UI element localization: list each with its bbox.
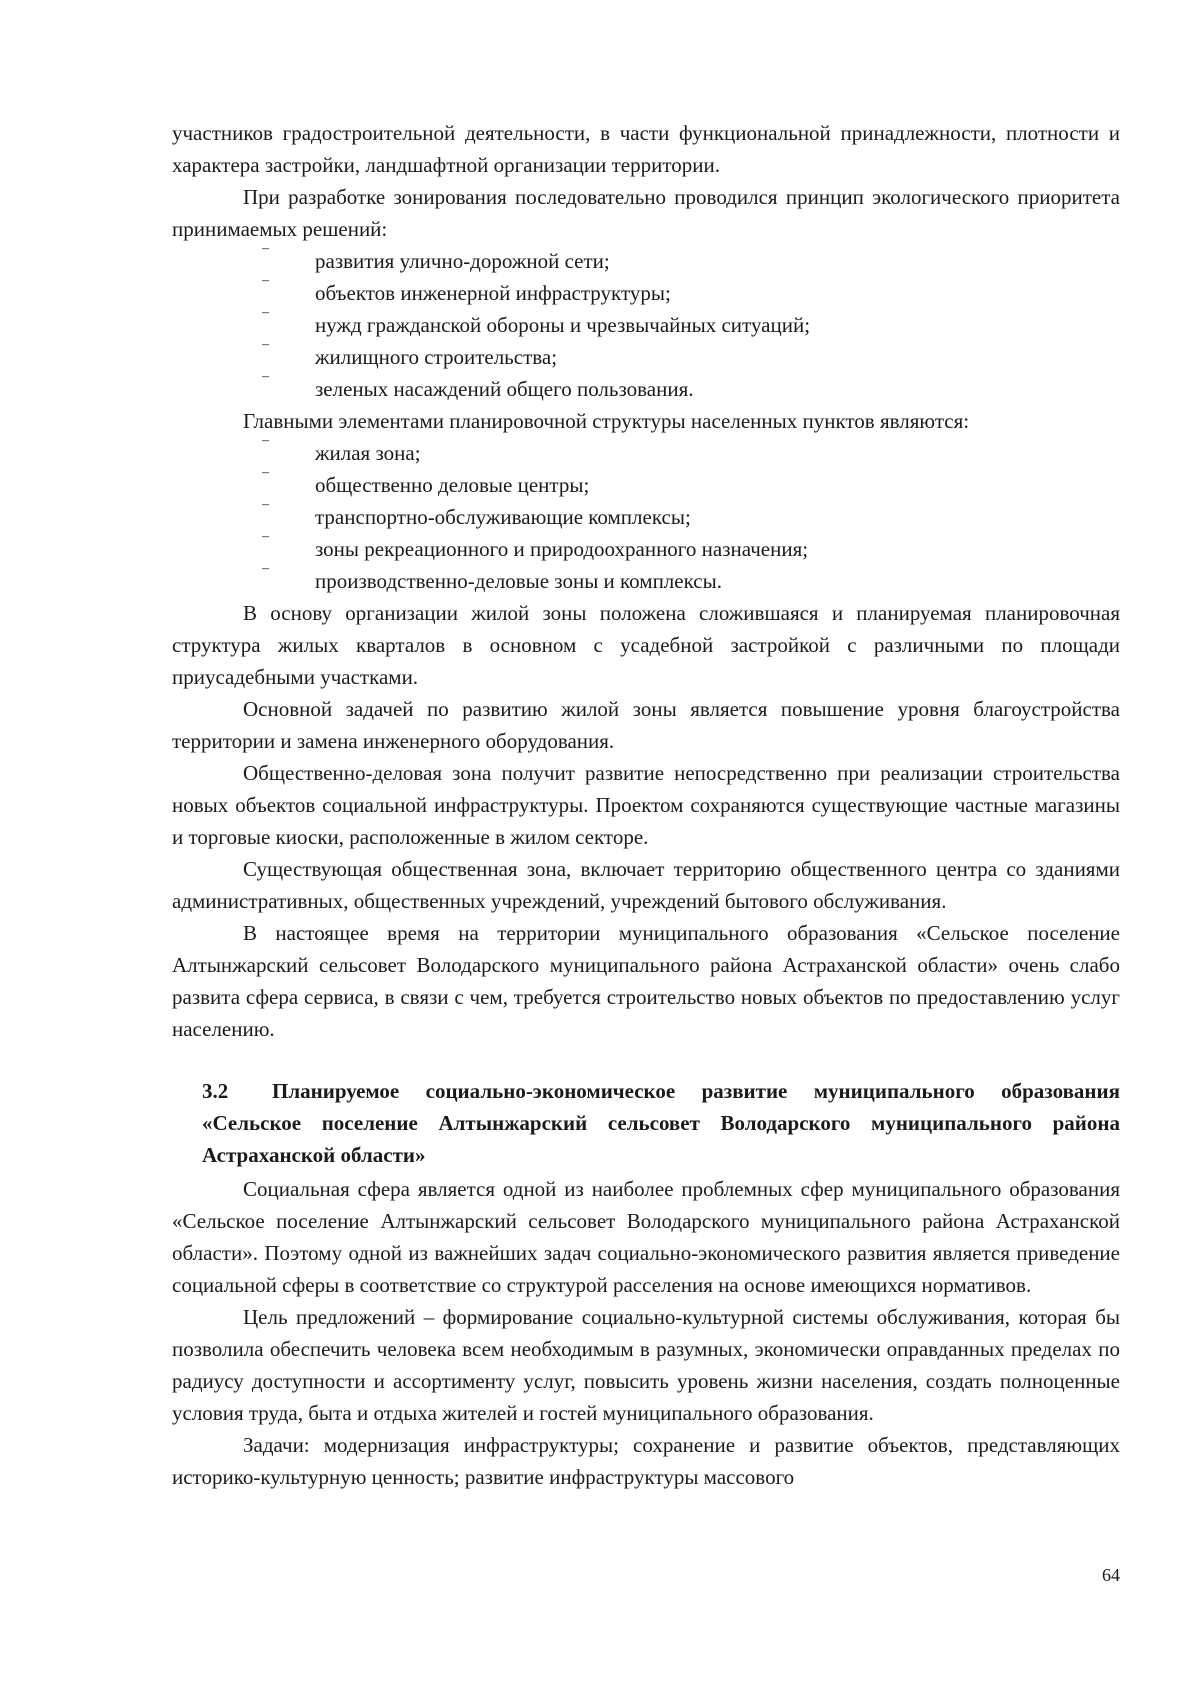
section-heading <box>172 1075 1120 1171</box>
paragraph-public-zone: Существующая общественная зона, включает территорию общественного центра со зданиями административных, общественных учреждений, учреждений бытового обслуживания. <box>172 857 1120 913</box>
dash-bullet: – <box>262 337 269 352</box>
paragraph-residential-task: Основной задачей по развитию жилой зоны является повышение уровня благоустройства территории и замена инженерного оборудования. <box>172 697 1120 753</box>
paragraph-tasks: Задачи: модернизация инфраструктуры; сохранение и развитие объектов, представляющих историко-культурную ценность; развитие инфраструктуры массового <box>172 1433 1120 1489</box>
dash-bullet: – <box>262 561 269 576</box>
section-title: Планируемое социально-экономическое развитие муниципального образования «Сельское поселение Алтынжарский сельсовет Володарского муниципального района Астраханской области» <box>202 1079 1120 1167</box>
dash-bullet: – <box>262 305 269 320</box>
paragraph-services: В настоящее время на территории муниципального образования «Сельское поселение Алтынжарский сельсовет Володарского муниципального района Астраханской области» очень слабо развита сфера сервиса, в связи с чем, требуется строительство новых объектов по предоставлению услуг населению. <box>172 921 1120 1041</box>
list-item: – нужд гражданской обороны и чрезвычайных ситуаций; <box>172 309 1120 341</box>
list-item: – производственно-деловые зоны и комплексы. <box>172 565 1120 597</box>
list-item: – зеленых насаждений общего пользования. <box>172 373 1120 405</box>
dash-bullet: – <box>262 369 269 384</box>
dash-bullet: – <box>262 529 269 544</box>
list-item: – жилищного строительства; <box>172 341 1120 373</box>
section-number: 3.2 <box>202 1079 229 1103</box>
ecological-priority-list <box>172 241 1120 405</box>
paragraph-goal: Цель предложений – формирование социально-культурной системы обслуживания, которая бы позволила обеспечить человека всем необходимым в разумных, экономически оправданных пределах по радиусу доступности и ассортименту услуг, повысить уровень жизни населения, создать полноценные условия труда, быта и отдыха жителей и гостей муниципального образования. <box>172 1305 1120 1425</box>
planning-structure-list <box>172 433 1120 597</box>
list-item: – зоны рекреационного и природоохранного назначения; <box>172 533 1120 565</box>
paragraph-continuation: участников градостроительной деятельности, в части функциональной принадлежности, плотности и характера застройки, ландшафтной организации территории. <box>172 121 1120 177</box>
list-item: – транспортно-обслуживающие комплексы; <box>172 501 1120 533</box>
page-number: 64 <box>1102 1565 1120 1585</box>
paragraph-zoning-principle: При разработке зонирования последовательно проводился принцип экологического приоритета принимаемых решений: <box>172 185 1120 241</box>
paragraph-residential-zone: В основу организации жилой зоны положена сложившаяся и планируемая планировочная структура жилых кварталов в основном с усадебной застройкой с различными по площади приусадебными участками. <box>172 601 1120 689</box>
list-item: – развития улично-дорожной сети; <box>172 245 1120 277</box>
list-item: – жилая зона; <box>172 437 1120 469</box>
dash-bullet: – <box>262 465 269 480</box>
dash-bullet: – <box>262 273 269 288</box>
list-item: – общественно деловые центры; <box>172 469 1120 501</box>
paragraph-main-elements: Главными элементами планировочной структуры населенных пунктов являются: <box>243 409 970 433</box>
dash-bullet: – <box>262 241 269 256</box>
dash-bullet: – <box>262 433 269 448</box>
dash-bullet: – <box>262 497 269 512</box>
page-content <box>172 117 1120 1493</box>
paragraph-social-sphere: Социальная сфера является одной из наиболее проблемных сфер муниципального образования «Сельское поселение Алтынжарский сельсовет Володарского муниципального района Астраханской области». Поэтому одной из важнейших задач социально-экономического развития является приведение социальной сферы в соответствие со структурой расселения на основе имеющихся нормативов. <box>172 1177 1120 1297</box>
list-item: – объектов инженерной инфраструктуры; <box>172 277 1120 309</box>
paragraph-business-zone: Общественно-деловая зона получит развитие непосредственно при реализации строительства новых объектов социальной инфраструктуры. Проектом сохраняются существующие частные магазины и торговые киоски, расположенные в жилом секторе. <box>172 761 1120 849</box>
